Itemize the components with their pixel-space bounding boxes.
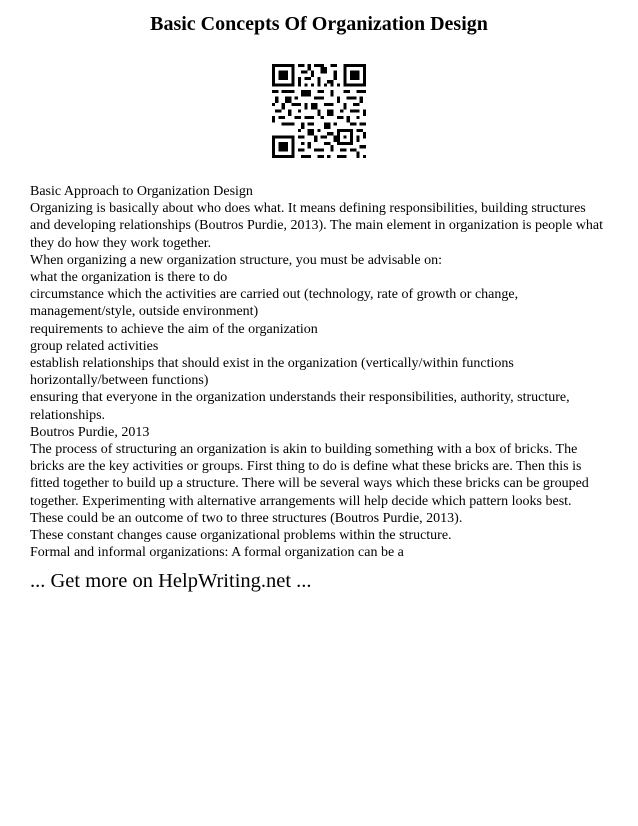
body-line: establish relationships that should exist in the organization (vertically/within functions [30,356,514,372]
body-line: The process of structuring an organization is akin to building something with a box of bricks. The [30,442,578,458]
body-line: they do how they work together. [30,235,212,251]
get-more-link[interactable]: ... Get more on HelpWriting.net ... [30,570,312,592]
body-line: together. Experimenting with alternative arrangements will help decide which pattern looks best. [30,493,572,509]
section-heading: Basic Approach to Organization Design [30,184,253,199]
body-line: requirements to achieve the aim of the organization [30,321,318,337]
body-line: what the organization is there to do [30,270,228,286]
body-line: fitted together to build up a structure. There will be several ways which these bricks can be grouped [30,476,589,492]
document-body [30,183,612,561]
body-line: ensuring that everyone in the organization understands their responsibilities, authority, structure, [30,390,570,406]
body-line: management/style, outside environment) [30,304,259,320]
body-line: group related activities [30,338,159,354]
body-line: These could be an outcome of two to three structures (Boutros Purdie, 2013). [30,510,463,526]
body-line: relationships. [30,407,106,423]
qr-code-icon [272,64,366,158]
body-line: bricks are the key activities or groups. First thing to do is define what these bricks are. Then this is [30,459,582,475]
body-line: horizontally/between functions) [30,373,209,389]
body-line: and developing relationships (Boutros Purdie, 2013). The main element in organization is people what [30,218,603,234]
body-line: These constant changes cause organizational problems within the structure. [30,528,452,544]
body-line: Formal and informal organizations: A formal organization can be a [30,545,404,561]
body-line: circumstance which the activities are carried out (technology, rate of growth or change, [30,287,519,303]
body-line: Organizing is basically about who does what. It means defining responsibilities, building structures [30,201,586,217]
body-line: When organizing a new organization structure, you must be advisable on: [30,252,442,268]
page-title: Basic Concepts Of Organization Design [150,13,488,35]
citation-line: Boutros Purdie, 2013 [30,424,150,440]
